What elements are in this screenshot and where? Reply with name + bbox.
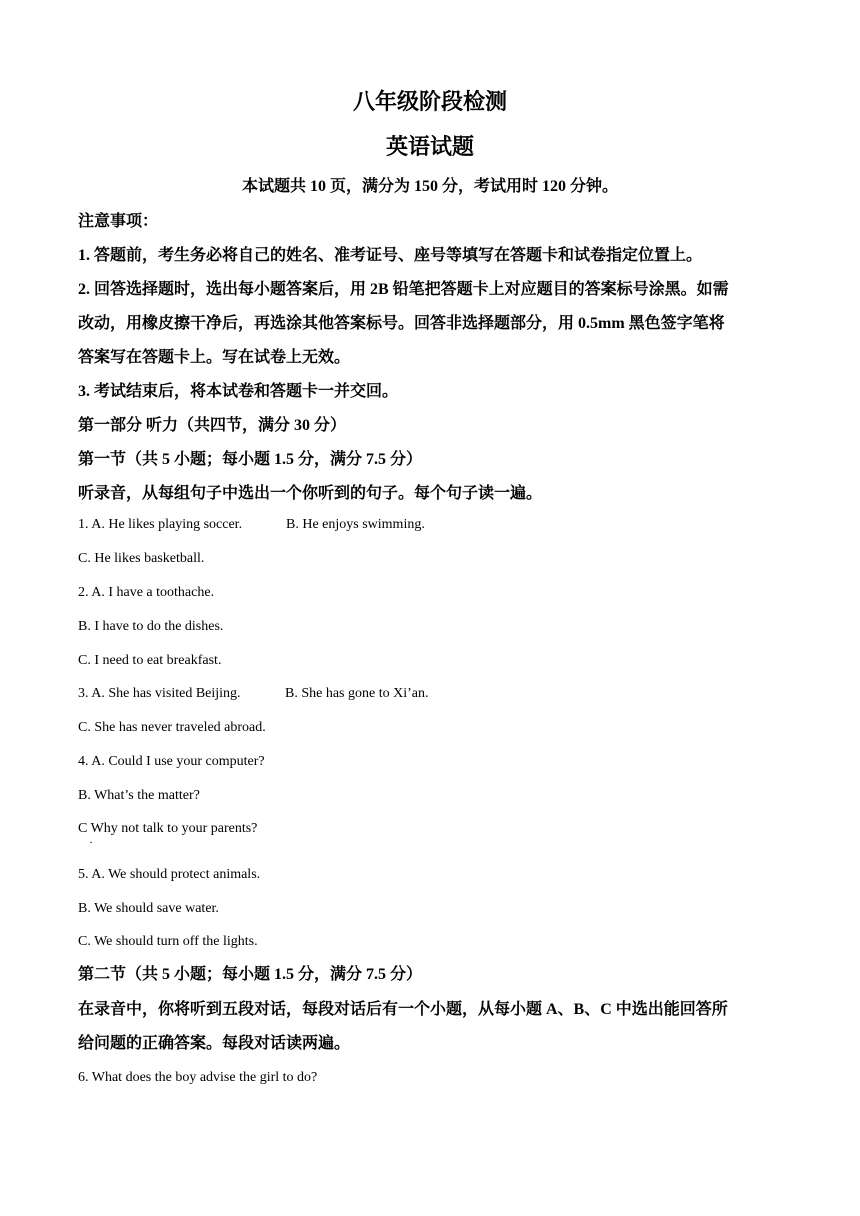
- subject-title: 英语试题: [385, 134, 474, 159]
- note-item-2-line-1: 2. 回答选择题时，选出每小题答案后，用 2B 铅笔把答题卡上对应题目的答案标号涂黑。如需: [78, 281, 729, 298]
- q2-option-b: B. I have to do the dishes.: [78, 619, 224, 634]
- q2-option-a: 2. A. I have a toothache.: [78, 585, 215, 600]
- section2-heading: 第二节（共 5 小题；每小题 1.5 分，满分 7.5 分）: [78, 966, 423, 983]
- note-item-3: 3. 考试结束后，将本试卷和答题卡一并交回。: [78, 383, 399, 400]
- section2-instruction-line-2: 给问题的正确答案。每段对话读两遍。: [78, 1035, 351, 1052]
- note-item-2-line-3: 答案写在答题卡上。写在试卷上无效。: [78, 349, 351, 366]
- section2-instruction-line-1: 在录音中，你将听到五段对话，每段对话后有一个小题，从每小题 A、B、C 中选出能回答所: [78, 1001, 728, 1018]
- stray-dot: ·: [89, 835, 93, 849]
- q1-option-a: 1. A. He likes playing soccer.: [78, 517, 243, 532]
- q2-option-c: C. I need to eat breakfast.: [78, 653, 222, 668]
- section1-heading: 第一节（共 5 小题；每小题 1.5 分，满分 7.5 分）: [78, 451, 423, 468]
- q4-option-a: 4. A. Could I use your computer?: [78, 754, 265, 769]
- q4-option-b: B. What’s the matter?: [78, 788, 200, 803]
- section1-instruction: 听录音，从每组句子中选出一个你听到的句子。每个句子读一遍。: [78, 485, 543, 502]
- q1-option-c: C. He likes basketball.: [78, 551, 205, 566]
- q5-option-b: B. We should save water.: [78, 901, 219, 916]
- note-item-1: 1. 答题前，考生务必将自己的姓名、准考证号、座号等填写在答题卡和试卷指定位置上。: [78, 247, 703, 264]
- q3-option-b: B. She has gone to Xi’an.: [285, 686, 429, 701]
- q3-option-c: C. She has never traveled abroad.: [78, 720, 266, 735]
- part1-heading: 第一部分 听力（共四节，满分 30 分）: [78, 417, 347, 434]
- q3-option-a: 3. A. She has visited Beijing.: [78, 686, 241, 701]
- exam-title: 八年级阶段检测: [352, 89, 507, 114]
- exam-info: 本试题共 10 页，满分为 150 分，考试用时 120 分钟。: [241, 178, 618, 195]
- q5-option-c: C. We should turn off the lights.: [78, 934, 258, 949]
- q5-option-a: 5. A. We should protect animals.: [78, 867, 261, 882]
- q1-option-b: B. He enjoys swimming.: [286, 517, 425, 532]
- note-item-2-line-2: 改动，用橡皮擦干净后，再选涂其他答案标号。回答非选择题部分，用 0.5mm 黑色签字笔将: [78, 315, 725, 332]
- q6-question: 6. What does the boy advise the girl to do?: [78, 1070, 318, 1085]
- notes-heading: 注意事项：: [78, 213, 159, 230]
- q4-option-c: C Why not talk to your parents?: [78, 821, 258, 836]
